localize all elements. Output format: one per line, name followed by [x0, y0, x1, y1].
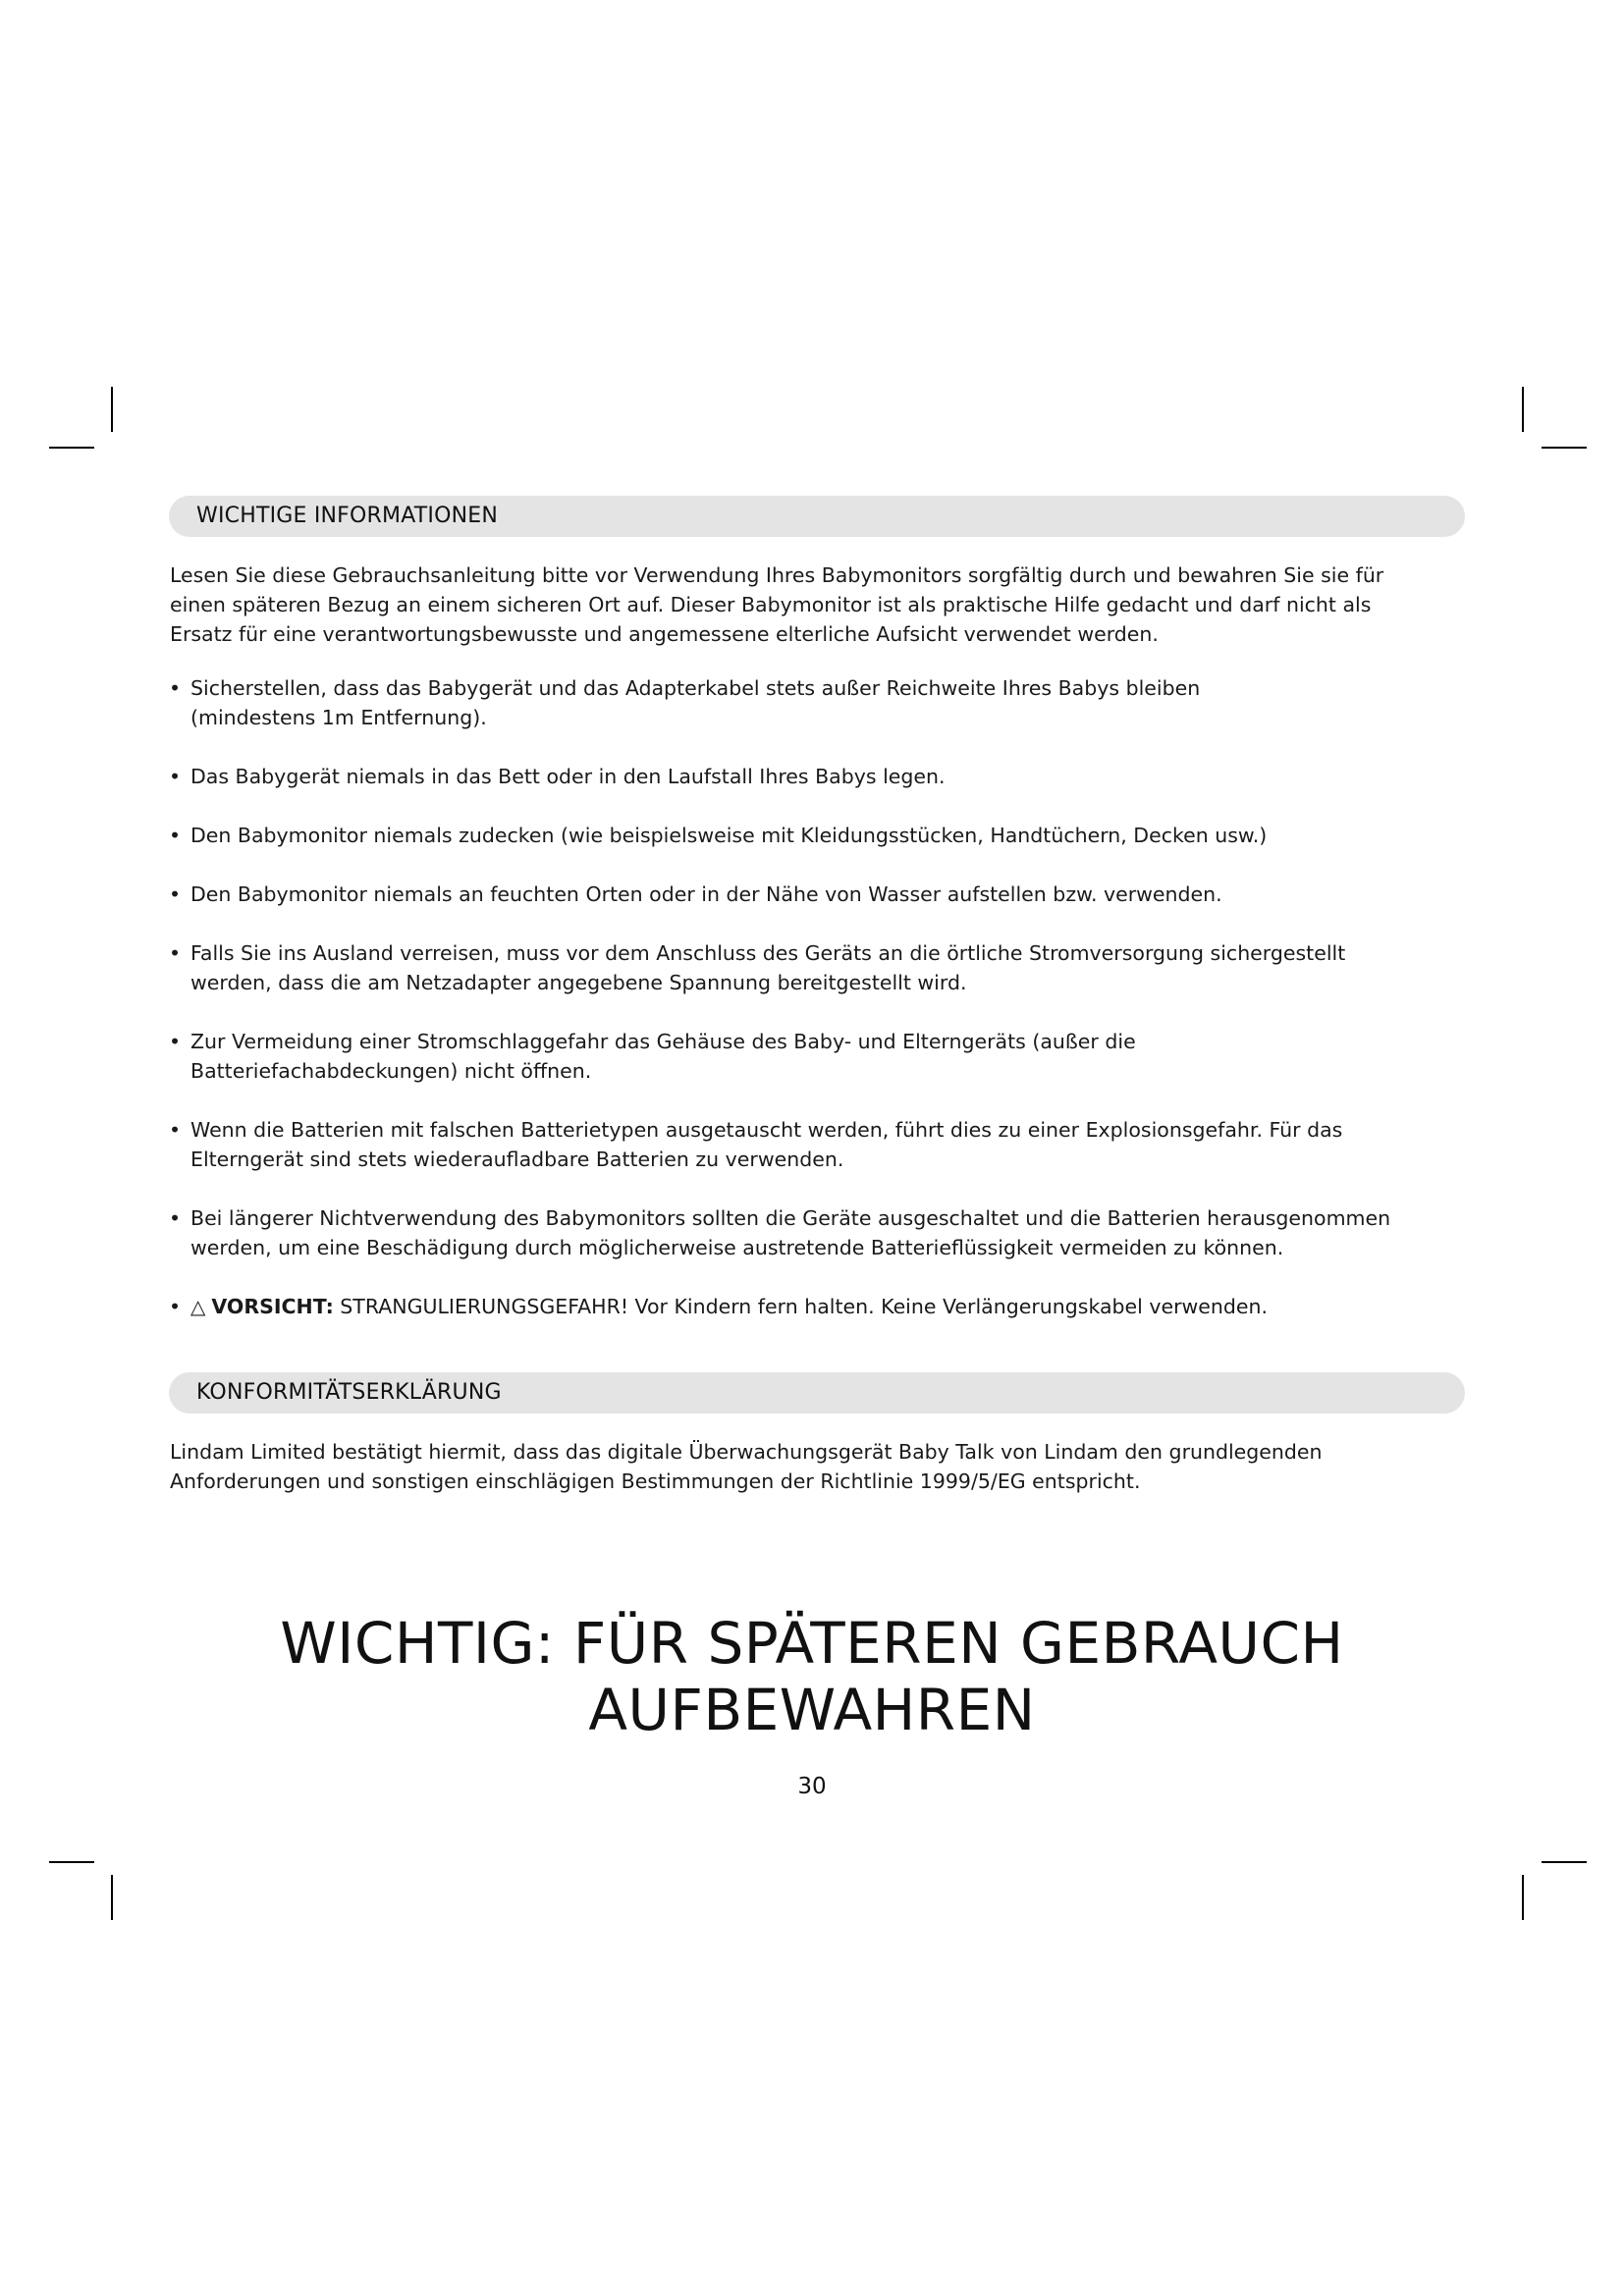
intro-line: Ersatz für eine verantwortungsbewusste und angemessene elterliche Aufsicht verwendet werden. [170, 622, 1159, 646]
section-title-conformity: KONFORMITÄTSERKLÄRUNG [196, 1380, 502, 1405]
intro-line: einen späteren Bezug an einem sicheren Ort auf. Dieser Babymonitor ist als praktische Hilfe gedacht und darf nicht als [170, 593, 1372, 616]
list-item-line: Batteriefachabdeckungen) nicht öffnen. [190, 1059, 592, 1083]
conformity-paragraph [170, 1437, 1397, 1496]
bullet-icon: • [169, 765, 182, 788]
list-item-line: werden, um eine Beschädigung durch möglicherweise austretende Batterieflüssigkeit vermeiden zu können. [190, 1236, 1284, 1259]
list-item-line: Falls Sie ins Ausland verreisen, muss vor dem Anschluss des Geräts an die örtliche Stromversorgung sichergestellt [190, 941, 1346, 965]
section-header-conformity [169, 1372, 1465, 1414]
list-item [169, 880, 1445, 909]
list-item [169, 762, 1445, 791]
section-header-info [169, 496, 1465, 537]
list-item [169, 1027, 1445, 1086]
list-item-line: Wenn die Batterien mit falschen Batterietypen ausgetauscht werden, führt dies zu einer Explosionsgefahr. Für das [190, 1118, 1343, 1142]
list-item-line: Den Babymonitor niemals an feuchten Orten oder in der Nähe von Wasser aufstellen bzw. verwenden. [190, 882, 1222, 906]
crop-mark-top-right-vertical [1522, 387, 1524, 432]
bullet-icon: • [169, 1206, 182, 1230]
list-item [169, 1115, 1445, 1174]
list-item-line: (mindestens 1m Entfernung). [190, 706, 487, 729]
warning-label: VORSICHT: [211, 1295, 334, 1318]
crop-mark-bottom-left-vertical [111, 1875, 113, 1920]
intro-line: Lesen Sie diese Gebrauchsanleitung bitte vor Verwendung Ihres Babymonitors sorgfältig durch und bewahren Sie sie für [170, 563, 1384, 587]
list-item [169, 673, 1445, 732]
warning-triangle-icon: △ [190, 1295, 206, 1318]
footer-title-line: WICHTIG: FÜR SPÄTEREN GEBRAUCH [280, 1610, 1344, 1677]
list-item [169, 938, 1445, 997]
intro-paragraph [170, 561, 1397, 649]
bullet-icon: • [169, 882, 182, 906]
list-item [169, 1203, 1445, 1262]
footer-title-line: AUFBEWAHREN [588, 1677, 1036, 1743]
crop-mark-top-right-horizontal [1542, 447, 1587, 449]
list-item-line: Elterngerät sind stets wiederaufladbare Batterien zu verwenden. [190, 1148, 844, 1171]
list-item-line: Das Babygerät niemals in das Bett oder in den Laufstall Ihres Babys legen. [190, 765, 946, 788]
bullet-icon: • [169, 1118, 182, 1142]
list-item-line: werden, dass die am Netzadapter angegebene Spannung bereitgestellt wird. [190, 971, 967, 994]
list-item [169, 821, 1445, 850]
conformity-line: Anforderungen und sonstigen einschlägigen Bestimmungen der Richtlinie 1999/5/EG entspricht. [170, 1469, 1141, 1493]
section-title-info: WICHTIGE INFORMATIONEN [196, 504, 498, 528]
list-item-line: Sicherstellen, dass das Babygerät und das Adapterkabel stets außer Reichweite Ihres Babys bleiben [190, 676, 1201, 700]
bullet-icon: • [169, 676, 182, 700]
conformity-line: Lindam Limited bestätigt hiermit, dass das digitale Überwachungsgerät Baby Talk von Lindam den grundlegenden [170, 1440, 1323, 1464]
crop-mark-bottom-left-horizontal [49, 1861, 94, 1863]
warning-text: STRANGULIERUNGSGEFAHR! Vor Kindern fern halten. Keine Verlängerungskabel verwenden. [340, 1295, 1269, 1318]
bullet-icon: • [169, 824, 182, 847]
crop-mark-top-left-horizontal [49, 447, 94, 449]
page-number: 30 [797, 1774, 827, 1799]
bullet-icon: • [169, 1295, 182, 1318]
warning-item [169, 1292, 1445, 1321]
crop-mark-top-left-vertical [111, 387, 113, 432]
crop-mark-bottom-right-horizontal [1542, 1861, 1587, 1863]
bullet-icon: • [169, 941, 182, 965]
crop-mark-bottom-right-vertical [1522, 1875, 1524, 1920]
safety-list [169, 673, 1445, 1351]
footer-title [0, 1610, 1624, 1743]
list-item-line: Den Babymonitor niemals zudecken (wie beispielsweise mit Kleidungsstücken, Handtüchern, Decken usw.) [190, 824, 1268, 847]
bullet-icon: • [169, 1030, 182, 1053]
list-item-line: Zur Vermeidung einer Stromschlaggefahr das Gehäuse des Baby- und Elterngeräts (außer die [190, 1030, 1136, 1053]
list-item-line: Bei längerer Nichtverwendung des Babymonitors sollten die Geräte ausgeschaltet und die Batterien herausgenommen [190, 1206, 1391, 1230]
